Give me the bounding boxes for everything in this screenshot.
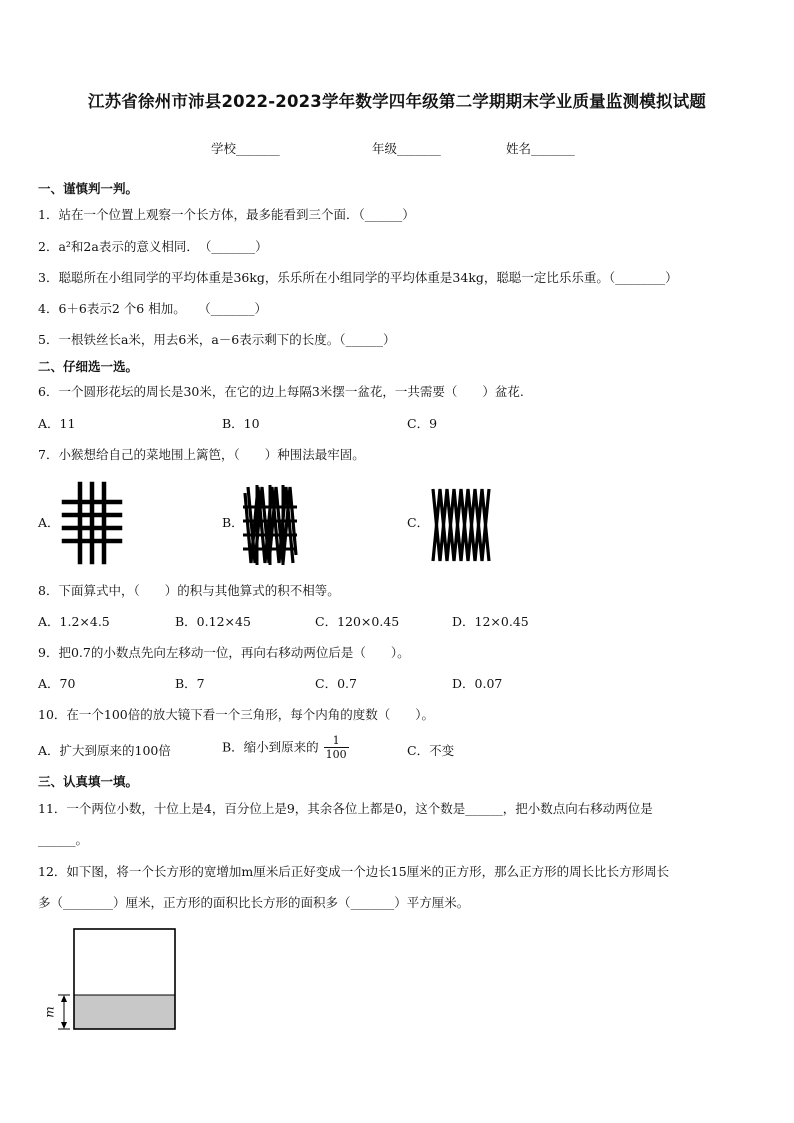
- question-7-option-a[interactable]: A．: [38, 515, 60, 530]
- fence-square-grid-image: [62, 482, 122, 564]
- question-9-stem: 9．把0.7的小数点先向左移动一位，再向右移动两位后是（ ）。: [38, 645, 410, 660]
- question-8-option-d[interactable]: D．12×0.45: [452, 614, 529, 629]
- question-7-stem: 7．小猴想给自己的菜地围上篱笆，（ ）种围法最牢固。: [38, 447, 365, 462]
- question-8-option-c[interactable]: C．120×0.45: [315, 614, 400, 629]
- question-11-line-1: 11．一个两位小数，十位上是4，百分位上是9，其余各位上都是0，这个数是______，把小数点向右移动两位是: [38, 801, 653, 816]
- question-6-option-a[interactable]: A．11: [38, 416, 76, 431]
- question-1: 1．站在一个位置上观察一个长方体，最多能看到三个面．（______）: [38, 207, 415, 222]
- question-12-line-2: 多（________）厘米，正方形的面积比长方形的面积多（_______）平方厘米。: [38, 895, 470, 910]
- question-4: 4．6＋6表示2 个6 相加。 （_______）: [38, 301, 267, 316]
- question-8-option-b[interactable]: B．0.12×45: [175, 614, 251, 629]
- m-label: m: [42, 1006, 57, 1018]
- fraction-one-hundredth: [324, 734, 349, 761]
- question-12-line-1: 12．如下图，将一个长方形的宽增加m厘米后正好变成一个边长15厘米的正方形，那么正方形的周长比长方形周长: [38, 864, 670, 879]
- question-2: 2．a²和2a表示的意义相同． （_______）: [38, 239, 268, 254]
- question-9-option-d[interactable]: D．0.07: [452, 676, 503, 691]
- question-3: 3．聪聪所在小组同学的平均体重是36kg，乐乐所在小组同学的平均体重是34kg，聪聪一定比乐乐重。（________）: [38, 270, 678, 285]
- question-10-option-b-text: B．缩小到原来的: [222, 739, 319, 755]
- question-8-option-a[interactable]: A．1.2×4.5: [38, 614, 110, 629]
- question-9-option-c[interactable]: C．0.7: [315, 676, 357, 691]
- question-5: 5．一根铁丝长a米，用去6米，a－6表示剩下的长度。（______）: [38, 332, 396, 347]
- fence-zigzag-image: [430, 485, 492, 565]
- page-title: 江苏省徐州市沛县2022-2023学年数学四年级第二学期期末学业质量监测模拟试题: [87, 92, 707, 111]
- school-field[interactable]: 学校_______: [211, 141, 280, 156]
- question-11-line-2: ______。: [38, 832, 89, 847]
- section-heading-choose: 二、仔细选一选。: [38, 359, 139, 374]
- grade-field[interactable]: 年级_______: [372, 141, 441, 156]
- fence-mixed-image: [243, 485, 297, 565]
- question-10-option-a[interactable]: A．扩大到原来的100倍: [38, 743, 171, 758]
- question-9-option-b[interactable]: B．7: [175, 676, 205, 691]
- question-8-stem: 8．下面算式中，（ ）的积与其他算式的积不相等。: [38, 583, 340, 598]
- square-rectangle-figure: [44, 926, 180, 1032]
- question-10-option-b[interactable]: [222, 734, 349, 761]
- question-7-option-c[interactable]: C．: [407, 515, 430, 530]
- question-9-option-a[interactable]: A．70: [38, 676, 76, 691]
- question-10-option-c[interactable]: C．不变: [407, 743, 455, 758]
- question-6-option-b[interactable]: B．10: [222, 416, 260, 431]
- question-7-option-b[interactable]: B．: [222, 515, 244, 530]
- question-6-option-c[interactable]: C．9: [407, 416, 438, 431]
- question-10-stem: 10．在一个100倍的放大镜下看一个三角形，每个内角的度数（ ）。: [38, 707, 435, 722]
- fraction-numerator: 1: [324, 734, 349, 748]
- section-heading-judge: 一、谨慎判一判。: [38, 181, 139, 196]
- question-6-stem: 6．一个圆形花坛的周长是30米，在它的边上每隔3米摆一盆花，一共需要（ ）盆花.: [38, 384, 524, 399]
- name-field[interactable]: 姓名_______: [506, 141, 575, 156]
- section-heading-fill: 三、认真填一填。: [38, 774, 139, 789]
- fraction-denominator: 100: [325, 748, 347, 761]
